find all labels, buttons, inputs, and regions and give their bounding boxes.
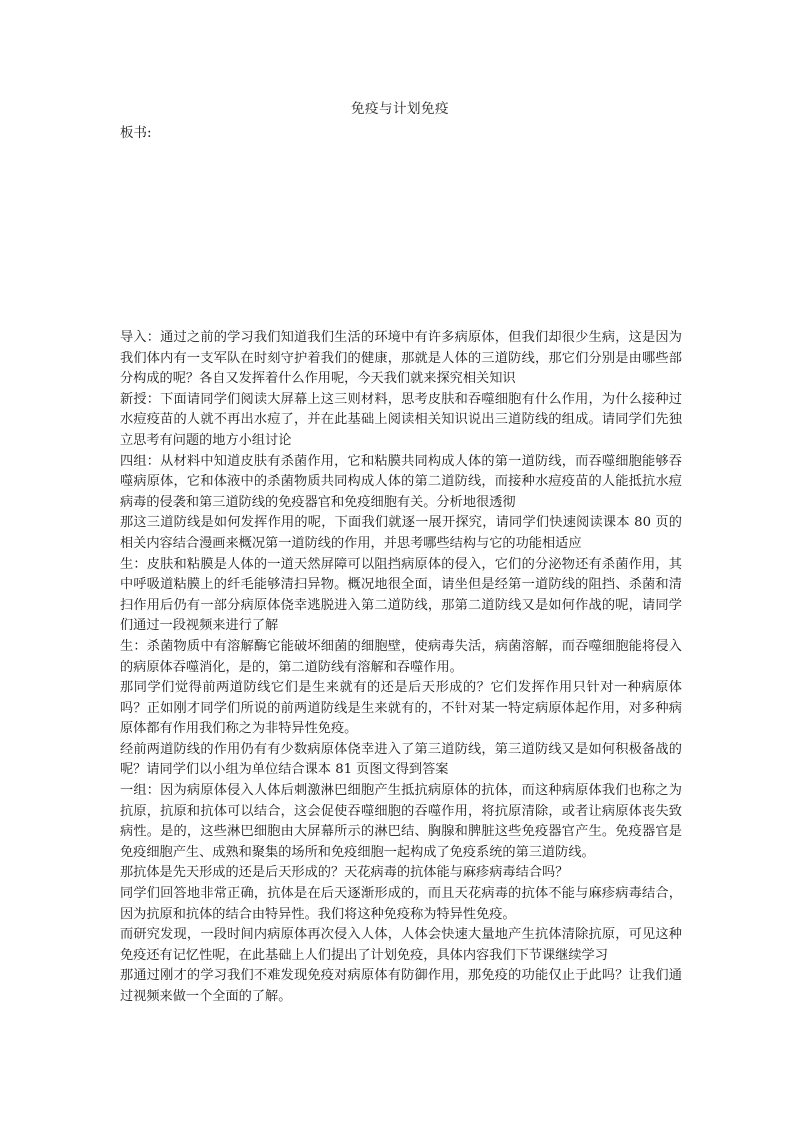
paragraph-intro: 导入：通过之前的学习我们知道我们生活的环境中有许多病原体，但我们却很少生病，这是因为我们体内有一支军队在时刻守护着我们的健康，那就是人体的三道防线，那它们分别是由哪些部分构成的呢？各自又发挥着什么作用呢，今天我们就来探究相关知识 xyxy=(120,330,682,387)
paragraph-group-four: 四组：从材料中知道皮肤有杀菌作用，它和粘膜共同构成人体的第一道防线，而吞噬细胞能够吞噬病原体，它和体液中的杀菌物质共同构成人体的第二道防线，而接种水痘疫苗的人能抵抗水痘病毒的侵袭和第三道防线的免疫器官和免疫细胞有关。分析地很透彻 xyxy=(120,453,682,510)
paragraph-group-one: 一组：因为病原体侵入人体后刺激淋巴细胞产生抵抗病原体的抗体，而这种病原体我们也称之为抗原，抗原和抗体可以结合，这会促使吞噬细胞的吞噬作用，将抗原清除，或者让病原体丧失致病性。是的，这些淋巴细胞由大屏幕所示的淋巴结、胸腺和脾脏这些免疫器官产生。免疫器官是免疫细胞产生、成熟和聚集的场所和免疫细胞一起构成了免疫系统的第三道防线。 xyxy=(120,783,682,860)
paragraph: 生：皮肤和粘膜是人体的一道天然屏障可以阻挡病原体的侵入，它们的分泌物还有杀菌作用，其中呼吸道粘膜上的纤毛能够清扫异物。概况地很全面，请坐但是经第一道防线的阻挡、杀菌和清扫作用后仍有一部分病原体侥幸逃脱进入第二道防线，那第二道防线又是如何作战的呢，请同学们通过一段视频来进行了解 xyxy=(120,556,682,634)
paragraph: 那同学们觉得前两道防线它们是生来就有的还是后天形成的？它们发挥作用只针对一种病原体吗？正如刚才同学们所说的前两道防线是生来就有的，不针对某一特定病原体起作用，对多种病原体都有作用我们称之为非特异性免疫。 xyxy=(120,680,682,737)
paragraph: 经前两道防线的作用仍有有少数病原体侥幸进入了第三道防线，第三道防线又是如何积极备战的呢？请同学们以小组为单位结合课本 81 页图文得到答案 xyxy=(120,741,682,778)
paragraph: 同学们回答地非常正确，抗体是在后天逐渐形成的，而且天花病毒的抗体不能与麻疹病毒结合，因为抗原和抗体的结合由特异性。我们将这种免疫称为特异性免疫。 xyxy=(120,886,682,922)
paragraph: 那通过刚才的学习我们不难发现免疫对病原体有防御作用，那免疫的功能仅止于此吗？让我们通过视频来做一个全面的了解。 xyxy=(120,968,682,1004)
paragraph: 那抗体是先天形成的还是后天形成的？天花病毒的抗体能与麻疹病毒结合吗？ xyxy=(120,865,569,881)
paragraph: 生：杀菌物质中有溶解酶它能破坏细菌的细胞壁，使病毒失活，病菌溶解，而吞噬细胞能将侵入的病原体吞噬消化，是的，第二道防线有溶解和吞噬作用。 xyxy=(120,638,682,675)
paragraph: 而研究发现，一段时间内病原体再次侵入人体，人体会快速大量地产生抗体清除抗原，可见这种免疫还有记忆性呢，在此基础上人们提出了计划免疫，具体内容我们下节课继续学习 xyxy=(120,927,682,963)
paragraph-new-lesson: 新授：下面请同学们阅读大屏幕上这三则材料，思考皮肤和吞噬细胞有什么作用，为什么接种过水痘疫苗的人就不再出水痘了，并在此基础上阅读相关知识说出三道防线的组成。请同学们先独立思考有问题的地方小组讨论 xyxy=(120,391,682,448)
paragraph: 那这三道防线是如何发挥作用的呢，下面我们就逐一展开探究，请同学们快速阅读课本 80 页的相关内容结合漫画来概况第一道防线的作用，并思考哪些结构与它的功能相适应 xyxy=(120,515,682,551)
board-label: 板书: xyxy=(120,125,152,141)
document-title: 免疫与计划免疫 xyxy=(351,101,449,117)
document-body xyxy=(120,328,682,1008)
